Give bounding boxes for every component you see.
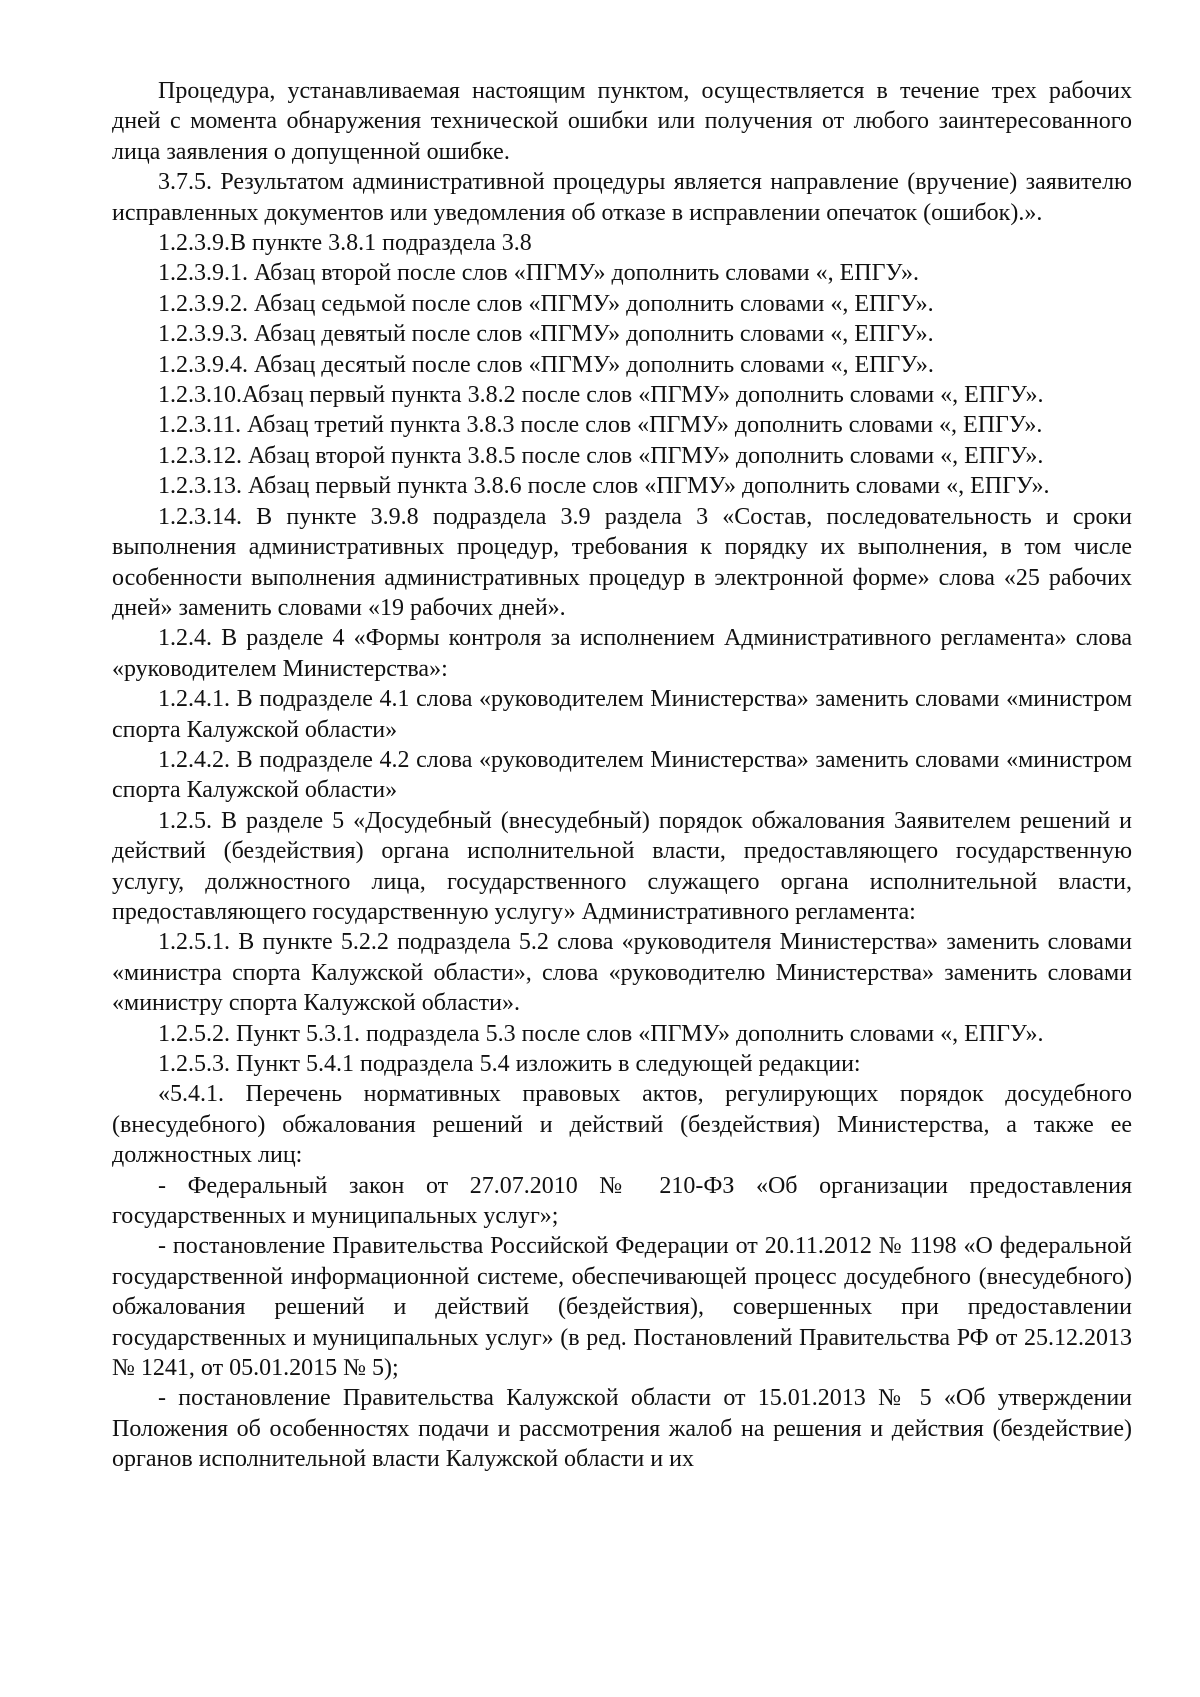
paragraph-1-2-3-12: 1.2.3.12. Абзац второй пункта 3.8.5 после слов «ПГМУ» дополнить словами «, ЕПГУ». bbox=[158, 442, 1044, 469]
paragraph-1-2-3-9-2: 1.2.3.9.2. Абзац седьмой после слов «ПГМУ» дополнить словами «, ЕПГУ». bbox=[158, 290, 934, 317]
paragraph-1-2-3-11: 1.2.3.11. Абзац третий пункта 3.8.3 после слов «ПГМУ» дополнить словами «, ЕПГУ». bbox=[158, 412, 1043, 439]
paragraph-1-2-3-13: 1.2.3.13. Абзац первый пункта 3.8.6 после слов «ПГМУ» дополнить словами «, ЕПГУ». bbox=[158, 473, 1050, 500]
paragraph-1-2-5-2: 1.2.5.2. Пункт 5.3.1. подраздела 5.3 после слов «ПГМУ» дополнить словами «, ЕПГУ». bbox=[158, 1020, 1044, 1047]
paragraph-1-2-5: 1.2.5. В разделе 5 «Досудебный (внесудебный) порядок обжалования Заявителем решений и действий (бездействия) органа исполнительной власти, предоставляющего государственную услугу, должностного лица, государственного служащего органа исполнительной власти, предоставляющего государственную услугу» Административного регламента: bbox=[112, 807, 1132, 925]
list-item-government-decree-rf: - постановление Правительства Российской Федерации от 20.11.2012 № 1198 «О федеральной государственной информационной системе, обеспечивающей процесс досудебного (внесудебного) обжалования решений и действий (бездействия), совершенных при предоставлении государственных и муниципальных услуг» (в ред. Постановлений Правительства РФ от 25.12.2013 № 1241, от 05.01.2015 № 5); bbox=[112, 1233, 1132, 1382]
paragraph-1-2-5-1: 1.2.5.1. В пункте 5.2.2 подраздела 5.2 слова «руководителя Министерства» заменить словами «министра спорта Калужской области», слова «руководителю Министерства» заменить словами «министру спорта Калужской области». bbox=[112, 929, 1132, 1017]
paragraph-1-2-3-9: 1.2.3.9.В пункте 3.8.1 подраздела 3.8 bbox=[158, 230, 532, 257]
paragraph-1-2-3-9-1: 1.2.3.9.1. Абзац второй после слов «ПГМУ» дополнить словами «, ЕПГУ». bbox=[158, 260, 919, 287]
paragraph-1-2-3-9-3: 1.2.3.9.3. Абзац девятый после слов «ПГМУ» дополнить словами «, ЕПГУ». bbox=[158, 321, 934, 348]
paragraph-1-2-3-9-4: 1.2.3.9.4. Абзац десятый после слов «ПГМУ» дополнить словами «, ЕПГУ». bbox=[158, 351, 934, 378]
paragraph-1-2-5-3: 1.2.5.3. Пункт 5.4.1 подраздела 5.4 изложить в следующей редакции: bbox=[158, 1051, 861, 1077]
paragraph-1-2-3-10: 1.2.3.10.Абзац первый пункта 3.8.2 после слов «ПГМУ» дополнить словами «, ЕПГУ». bbox=[158, 382, 1044, 409]
paragraph-1-2-4-1: 1.2.4.1. В подразделе 4.1 слова «руководителем Министерства» заменить словами «министром спорта Калужской области» bbox=[112, 686, 1132, 743]
paragraph-1-2-4-2: 1.2.4.2. В подразделе 4.2 слова «руководителем Министерства» заменить словами «министром спорта Калужской области» bbox=[112, 746, 1132, 804]
paragraph-1-2-3-14: 1.2.3.14. В пункте 3.9.8 подраздела 3.9 раздела 3 «Состав, последовательность и сроки выполнения административных процедур, требования к порядку их выполнения, в том числе особенности выполнения административных процедур в электронной форме» слова «25 рабочих дней» заменить словами «19 рабочих дней». bbox=[112, 503, 1132, 621]
paragraph-1-2-4: 1.2.4. В разделе 4 «Формы контроля за исполнением Административного регламента» слова «руководителем Министерства»: bbox=[112, 625, 1132, 682]
paragraph-5-4-1: «5.4.1. Перечень нормативных правовых актов, регулирующих порядок досудебного (внесудебного) обжалования решений и действий (бездействия) Министерства, а также ее должностных лиц: bbox=[112, 1081, 1132, 1169]
paragraph-3-7-5: 3.7.5. Результатом административной процедуры является направление (вручение) заявителю исправленных документов или уведомления об отказе в исправлении опечаток (ошибок).». bbox=[112, 169, 1132, 226]
paragraph-procedure-term: Процедура, устанавливаемая настоящим пунктом, осуществляется в течение трех рабочих дней с момента обнаружения технической ошибки или получения от любого заинтересованного лица заявления о допущенной ошибке. bbox=[112, 78, 1132, 165]
list-item-government-decree-kaluga: - постановление Правительства Калужской области от 15.01.2013 № 5 «Об утверждении Положения об особенностях подачи и рассмотрения жалоб на решения и действия (бездействие) органов исполнительной власти Калужской области и их bbox=[112, 1385, 1132, 1473]
list-item-federal-law: - Федеральный закон от 27.07.2010 № 210-ФЗ «Об организации предоставления государственных и муниципальных услуг»; bbox=[112, 1172, 1132, 1230]
